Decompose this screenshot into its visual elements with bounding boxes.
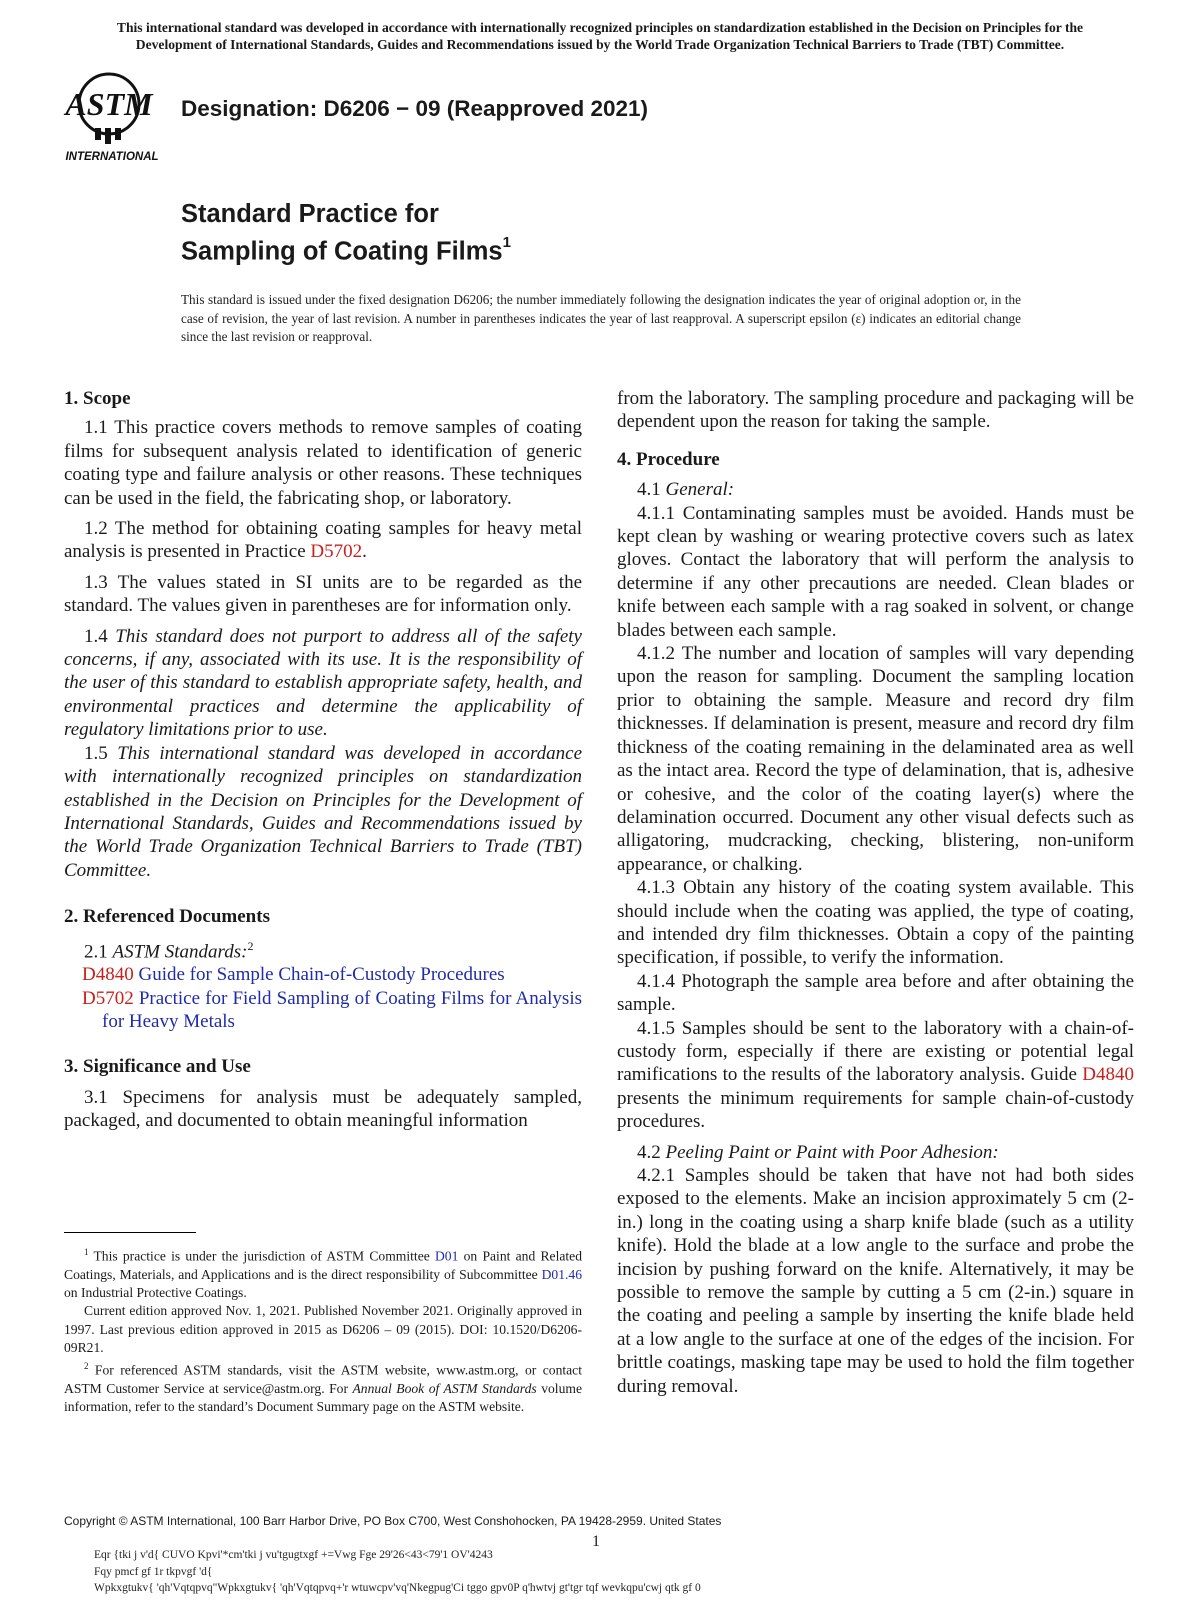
para-4-1-5: 4.1.5 Samples should be sent to the laboratory with a chain-of-custody form, especially if there are existing or potential legal ramifications to the results of the laboratory analysis. Guide D4840 presents the minimum requirements for sample chain-of-custody procedures. — [617, 1017, 1134, 1133]
footnote-1-edition: Current edition approved Nov. 1, 2021. Published November 2021. Originally approved in 1997. Last previous edition approved in 2015 as D6206 – 09 (2015). DOI: 10.1520/D6206-09R21. — [64, 1303, 582, 1356]
section-2-heading: 2. Referenced Documents — [64, 906, 270, 928]
section-3-heading: 3. Significance and Use — [64, 1056, 251, 1078]
copyright-line: Copyright © ASTM International, 100 Barr Harbor Drive, PO Box C700, West Conshohocken, PA 19428-2959. United States — [64, 1514, 722, 1528]
right-column — [617, 387, 1134, 1398]
title-footnote-ref[interactable]: 1 — [502, 234, 511, 251]
para-4-1-3: 4.1.3 Obtain any history of the coating system available. This should include when the coating was applied, the type of coating, and intended dry film thicknesses. Obtain a copy of the painting specification, if possible, to verify the information. — [617, 877, 1134, 969]
page-title — [181, 198, 511, 268]
para-4-2: 4.2 Peeling Paint or Paint with Poor Adhesion: — [637, 1141, 999, 1163]
para-4-1: 4.1 General: — [637, 479, 735, 501]
left-column — [64, 387, 582, 1133]
d5702-link[interactable]: D5702 — [310, 541, 363, 563]
d01-link[interactable]: D01 — [434, 1248, 459, 1264]
para-4-1-4: 4.1.4 Photograph the sample area before and after obtaining the sample. — [617, 970, 1134, 1016]
para-3-1: 3.1 Specimens for analysis must be adequately sampled, packaged, and documented to obtain meaningful information — [64, 1086, 582, 1132]
d01-46-link[interactable]: D01.46 — [541, 1266, 582, 1282]
footnote-divider — [64, 1232, 196, 1233]
page-number: 1 — [592, 1533, 600, 1550]
para-1-4: 1.4 This standard does not purport to address all of the safety concerns, if any, associated with its use. It is the responsibility of the user of this standard to establish appropriate safety, health, and environmental practices and determine the applicability of regulatory limitations prior to use. — [64, 625, 582, 741]
para-1-3: 1.3 The values stated in SI units are to be regarded as the standard. The values given in parentheses are for information only. — [64, 571, 582, 617]
license-stamp-line-3: Wpkxgtukv{ 'qh'Vqtqpvq"Wpkxgtukv{ 'qh'Vqtqpvq+'r wtuwcpv'vq'Nkegpug'Ci tggo gpv0P q'hwtvj gt'tgr tqf wevkqpu'cwj qtk gf 0 — [94, 1582, 701, 1594]
para-1-5: 1.5 This international standard was developed in accordance with internationally recognized principles on standardization established in the Decision on Principles for the Development of International Standards, Guides and Recommendations issued by the World Trade Organization Technical Barriers to Trade (TBT) Committee. — [64, 742, 582, 881]
para-3-1-continued: from the laboratory. The sampling procedure and packaging will be dependent upon the reason for taking the sample. — [617, 388, 1134, 433]
footnotes — [64, 1243, 582, 1417]
title-line-2: Sampling of Coating Films — [181, 237, 503, 266]
d4840-link[interactable]: D4840 — [1082, 1064, 1134, 1086]
logo-mark: ASTM — [65, 86, 153, 122]
issuance-note: This standard is issued under the fixed designation D6206; the number immediately following the designation indicates the year of original adoption or, in the case of revision, the year of last revision. A number in parentheses indicates the year of last reapproval. A superscript epsilon (ε) indicates an editorial change since the last revision or reapproval. — [181, 292, 1021, 344]
para-1-2: 1.2 The method for obtaining coating samples for heavy metal analysis is presented in Practice D5702. — [64, 518, 582, 563]
top-notice — [60, 20, 1140, 53]
license-stamp-line-2: Fqy pmcf gf 1r tkpvgf 'd{ — [94, 1565, 213, 1578]
designation: Designation: D6206 − 09 (Reapproved 2021) — [181, 96, 649, 121]
top-notice-line-2: Development of International Standards, Guides and Recommendations issued by the World Trade Organization Technical Barriers to Trade (TBT) Committee. — [135, 36, 1065, 52]
astm-logo — [62, 70, 168, 164]
title-line-1: Standard Practice for — [181, 200, 439, 228]
para-1-1: 1.1 This practice covers methods to remove samples of coating films for subsequent analysis related to identification of generic coating type and failure analysis or other reasons. These techniques can be used in the field, the fabricating shop, or laboratory. — [64, 417, 582, 509]
section-4-heading: 4. Procedure — [617, 448, 720, 470]
ref-d4840[interactable]: D4840 Guide for Sample Chain-of-Custody Procedures — [82, 964, 505, 986]
section-1-heading: 1. Scope — [64, 388, 131, 409]
para-4-1-1: 4.1.1 Contaminating samples must be avoided. Hands must be kept clean by washing or wearing protective covers such as latex gloves. Contact the laboratory that will perform the analysis to determine if any other precautions are needed. Clean blades or knife between each sample with a rag soaked in solvent, or change blades between each sample. — [617, 502, 1134, 641]
license-stamp-line-1: Eqr {tki j v'd{ CUVO Kpvi'*cm'tki j vu'tgugtxgf +=Vwg Fge 29'26<43<79'1 OV'4243 — [94, 1549, 493, 1561]
ref-d5702[interactable]: D5702 Practice for Field Sampling of Coating Films for Analysis for Heavy Metals — [82, 987, 582, 1033]
logo-text: INTERNATIONAL — [65, 151, 159, 163]
license-stamp — [94, 1547, 701, 1597]
para-4-2-1: 4.2.1 Samples should be taken that have not had both sides exposed to the elements. Make an incision approximately 5 cm (2-in.) long in the coating using a sharp knife blade (such as a utility knife). Hold the blade at a low angle to the surface and probe the incision by pushing forward on the knife. Alternatively, it may be possible to remove the sample by cutting a 5 cm (2-in.) square in the coating and peeling a sample by inserting the knife blade held at a low angle to the surface at one of the edges of the incision. For brittle coatings, masking tape may be used to hold the film together during removal. — [617, 1165, 1134, 1397]
top-notice-line-1: This international standard was developed in accordance with internationally recognized principles on standardization established in the Decision on Principles for the — [116, 20, 1084, 35]
footnote-2: $^2$ For referenced ASTM standards, visit the ASTM website, www.astm.org, or contact ASTM Customer Service at service@astm.org. For Annual Book of ASTM Standards volume information, refer to the standard’s Document Summary page on the ASTM website. — [64, 1361, 582, 1415]
para-2-1: 2.1 ASTM Standards:$^2$ — [84, 938, 254, 962]
footnote-2-ref[interactable]: 2 — [247, 938, 254, 953]
footnote-1: $^1$ This practice is under the jurisdiction of ASTM Committee D01 on Paint and Related Coatings, Materials, and Applications and is the direct responsibility of Subcommittee D01.46 on Industrial Protective Coatings. — [64, 1247, 582, 1301]
para-4-1-2: 4.1.2 The number and location of samples will vary depending upon the reason for sampling. Document the sampling location prior to obtaining the sample. Measure and record dry film thicknesses. If delamination is present, measure and record dry film thickness of the coating remaining in the delaminated area as well as the intact area. Record the type of delamination, that is, adhesive or cohesive, and the color of the coating layer(s) where the delamination occurred. Document any other visual defects such as alligatoring, mudcracking, checking, blistering, non-uniform appearance, or chalking. — [617, 643, 1134, 875]
